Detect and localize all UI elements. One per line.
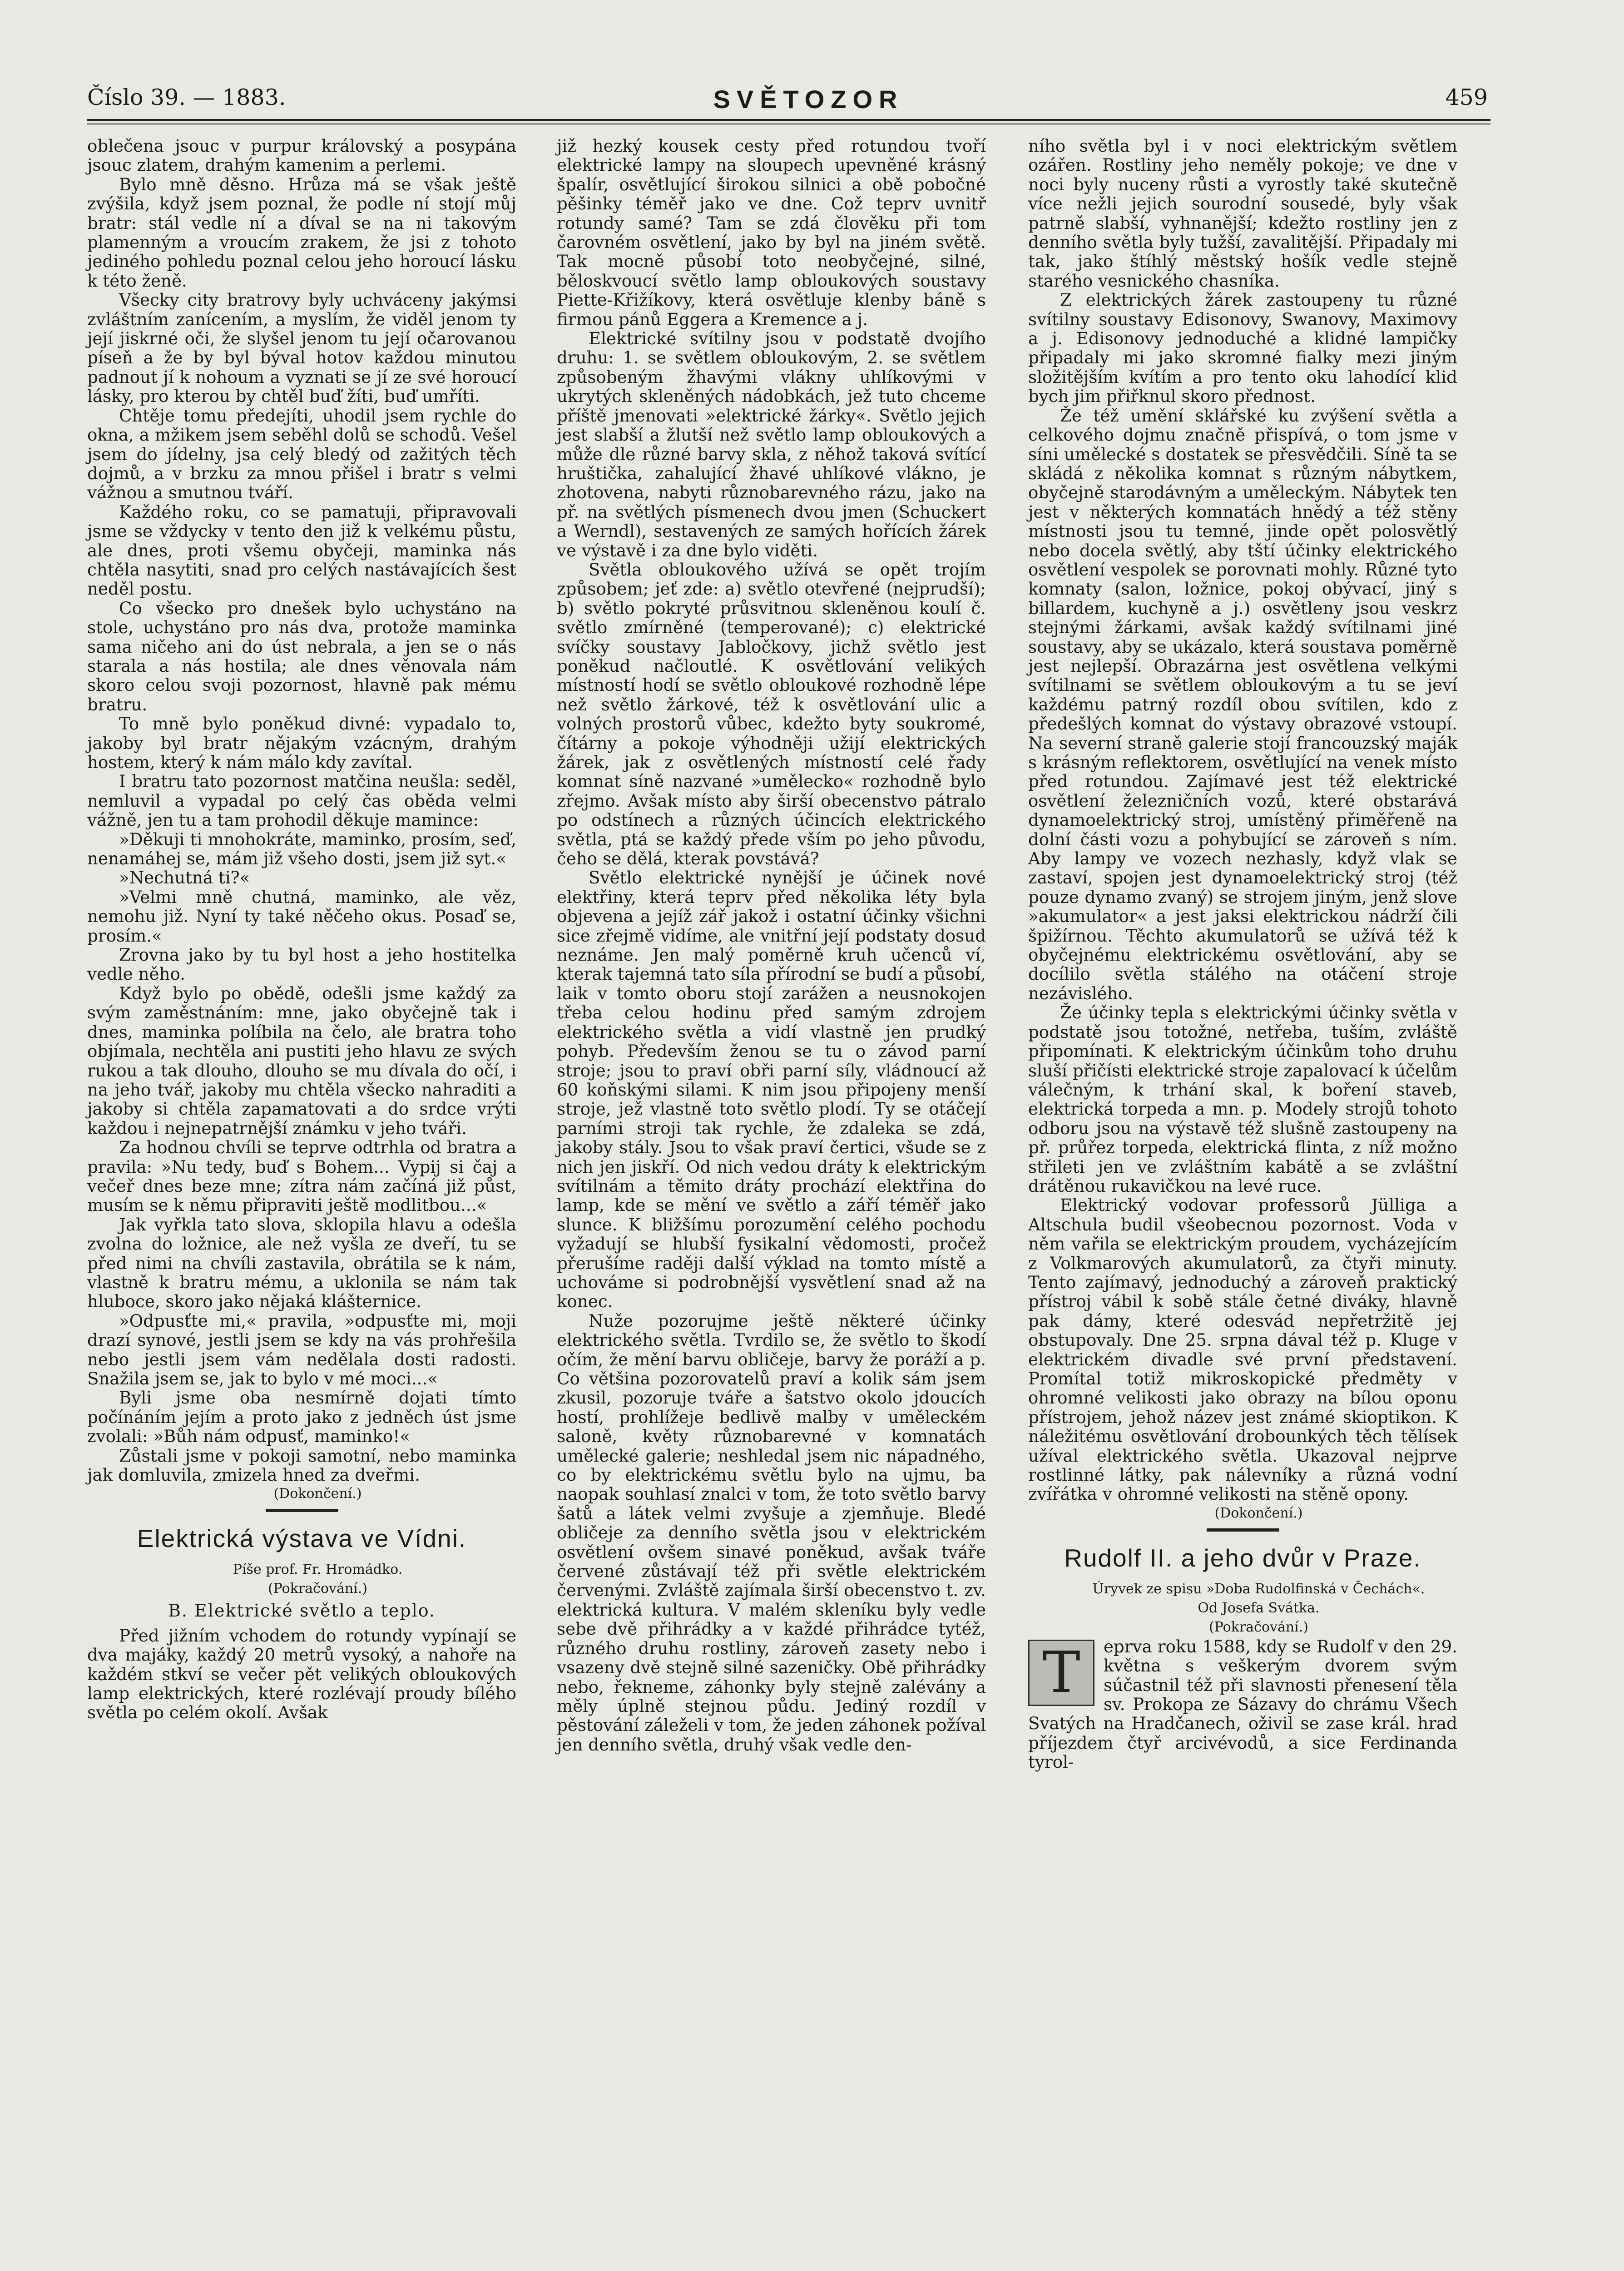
paragraph: Všecky city bratrovy byly uchváceny jakýmsi zvláštním zanícením, a myslím, že viděl jenom ty její jiskrné oči, že slyšel jenom tu její očarovanou píseň a že by byl býval hotov každou minutou padnout jí k nohoum a vyznati se jí ze své horoucí lásky, pro kterou by chtěl buď žíti, buď umříti. xyxy=(87,290,516,407)
section-heading: B. Elektrické světlo a teplo. xyxy=(168,1601,436,1621)
excerpt-note: Úryvek ze spisu »Doba Rudolfinská v Čechách«. xyxy=(1092,1581,1425,1597)
section-divider xyxy=(1207,1528,1279,1532)
paragraph: ního světla byl i v noci elektrickým světlem ozářen. Rostliny jeho neměly pokoje; ve dne v noci byly nuceny růsti a vyrostly také skutečně více nežli jejich sourodní sousedé, byly však patrně slabší, vyhnanější; kdežto rostliny jen z denního světla byly tužší, zavalitější. Připadaly mi tak, jako štíhlý městský hošík vedle stejně starého vesnického chasníka. xyxy=(1028,136,1457,291)
paragraph: Bylo mně děsno. Hrůza má se však ještě zvýšila, když jsem poznal, že podle ní stojí můj bratr: stál vedle ní a díval se na ni takovým plamenným a vroucím zrakem, že jsi z tohoto jediného pohledu poznal celou jeho horoucí lásku k této ženě. xyxy=(87,174,516,291)
paragraph: Za hodnou chvíli se teprve odtrhla od bratra a pravila: »Nu tedy, buď s Bohem... Vypij si čaj a večeř dnes beze mne; zítra nám začíná již půst, musím se k němu připraviti ještě modlitbou...« xyxy=(87,1137,516,1215)
paragraph: Světlo elektrické nynější je účinek nové elektřiny, která teprv před několika léty byla objevena a jejíž zář jakož i ostatní účinky všichni sice zřejmě vidíme, ale vnitřní její podstaty dosud neznáme. Jen malý poměrně kruh učenců ví, kterak tajemná tato síla přírodní se budí a působí, laik v tomto oboru stojí zarážen a neusnokojen třeba celou hodinu před samým zdrojem elektrického světla a vidí vlastně jen prudký pohyb. Především ženou se tu o závod parní stroje; jsou to praví obři parní síly, vládnoucí až 60 koňskými silami. K nim jsou připojeny menší stroje, jež vlastně toto světlo plodí. Ty se otáčejí parními stroji tak rychle, že zdaleka se zdá, jakoby stály. Jsou to však praví čertici, všude se z nich jen jiskří. Od nich vedou dráty k elektrickým svítilnám a těmito dráty prochází elektřina do lamp, kde se mění ve světlo a září téměř jako slunce. K bližšímu porozumění celého pochodu vyžadují se hlubší fysikalní vědomosti, pročež přerušíme raději další výklad na tomto místě a uchováme si podrobnější vysvětlení snad až na konec. xyxy=(557,868,986,1312)
drop-cap-initial: T xyxy=(1028,1640,1094,1706)
page-number: 459 xyxy=(1445,84,1488,110)
paragraph: To mně bylo poněkud divné: vypadalo to, jakoby byl bratr nějakým vzácným, drahým hostem, který k nám málo kdy zavítal. xyxy=(87,714,516,772)
paragraph: I bratru tato pozornost matčina neušla: seděl, nemluvil a vypadal po celý čas oběda velmi vážně, jen tu a tam prohodil děkuje mamince: xyxy=(87,771,516,830)
paragraph: Každého roku, co se pamatuji, připravovali jsme se vždycky v tento den již k velkému půstu, ale dnes, proti všemu obyčeji, maminka nás chtěla nasytiti, snad pro celých nastávajících šest neděl postu. xyxy=(87,501,516,599)
column-3 xyxy=(1028,136,1457,1772)
column-1 xyxy=(87,136,516,1722)
to-be-concluded: (Dokončení.) xyxy=(1214,1505,1303,1521)
paragraph: Že též umění sklářské ku zvýšení světla a celkového dojmu značně přispívá, o tom jsme v síni umělecké s dostatek se přesvědčili. Síně ta se skládá z několika komnat s různým nábytkem, obyčejně starodávným a uměleckým. Nábytek ten jest v některých komnatách hnědý a též stěny místnosti jsou tu temné, jinde opět polosvětlý nebo docela světlý, aby tští účinky elektrického osvětlení vespolek se porovnati mohly. Různé tyto komnaty (salon, ložnice, pokoj obývací, jiný s billardem, kuchyně a j.) osvětleny jsou veskrz stejnými žárkami, avšak každý svítilnami jiné soustavy, aby se ukázalo, která soustava poměrně jest nejlepší. Obrazárna jest osvětlena velkými svítilnami se světlem obloukovým a tu se jeví každému patrný rozdíl obou svítilen, kdo z předešlých komnat do výstavy obrazové vstoupí. Na severní straně galerie stojí francouzský maják s krásným reflektorem, osvětlující na venek místo před rotundou. Zajímavé jest též elektrické osvětlení železničních vozů, které obstarává dynamoelektrický stroj, umístěný přiměřeně na dolní části vozu a pohybující se zároveň s ním. Aby lampy ve vozech nezhasly, když vlak se zastaví, spojen jest dynamoelektrický stroj (též pouze dynamo zvaný) se strojem jiným, jenž slove »akumulator« a jest jaksi elektrickou nádrží čili špižírnou. Těchto akumulatorů se užívá též k obyčejnému elektrickému osvětlování, aby se docílilo světla stálého na otáčení stroje nezávislého. xyxy=(1028,405,1457,1003)
paragraph: Před jižním vchodem do rotundy vypínají se dva majáky, každý 20 metrů vysoký, a nahoře na každém stkví se večer pět velikých obloukových lamp elektrických, které rozlévají proudy bílého světla po celém okolí. Avšak xyxy=(87,1625,516,1723)
continued-note: (Pokračování.) xyxy=(1209,1619,1308,1635)
paragraph: »Odpusťte mi,« pravila, »odpusťte mi, moji drazí synové, jestli jsem se kdy na vás prohřešila nebo jestli jsem vám nedělala dosti radosti. Snažila jsem se, jak to bylo v mé moci...« xyxy=(87,1310,516,1388)
paragraph: Že účinky tepla s elektrickými účinky světla v podstatě jsou totožné, netřeba, tuším, zvláště připomínati. K elektrickým účinkům toho druhu sluší přičísti elektrické stroje zapalovací k účelům válečným, k trhání skal, k boření staveb, elektrická torpeda a mn. p. Modely strojů tohoto odboru jsou na výstavě též slušně zastoupeny na př. průřez torpeda, elektrická flinta, z níž možno střileti jen ve zvláštním kabátě a se zvláštní drátěnou rukavičkou na levé ruce. xyxy=(1028,1002,1457,1196)
to-be-concluded: (Dokončení.) xyxy=(273,1486,362,1502)
paragraph: »Velmi mně chutná, maminko, ale věz, nemohu již. Nyní ty také něčeho okus. Posaď se, prosím.« xyxy=(87,887,516,946)
paragraph: Jak vyřkla tato slova, sklopila hlavu a odešla zvolna do ložnice, ale než vyšla ze dveří, tu se před nimi na chvíli zastavila, obrátila se k nám, vlastně k bratru mému, a uklonila se nám tak hluboce, skoro jako nějaká klášternice. xyxy=(87,1214,516,1312)
paragraph: již hezký kousek cesty před rotundou tvoří elektrické lampy na sloupech upevněné krásný špalír, osvětlující širokou silnici a obě pobočné pěšinky téměř jako ve dne. Což teprv uvnitř rotundy samé? Tam se zdá člověku při tom čarovném osvětlení, jako by byl na jiném světě. Tak mocně působí toto neobyčejné, silné, běloskvoucí světlo lamp obloukových soustavy Piette-Křižíkovy, která osvětluje klenby báně s firmou pánů Eggera a Kremence a j. xyxy=(557,136,986,329)
paragraph: »Nechutná ti?« xyxy=(119,868,250,888)
paragraph: Když bylo po obědě, odešli jsme každý za svým zaměstnáním: mne, jako obyčejně tak i dnes, maminka políbila na čelo, ale bratra toho objímala, nechtěla ani pustiti jeho hlavu ze svých rukou a tak dlouho, dlouho se mu dívala do očí, i na jeho tvář, jakoby mu chtěla všecko nahraditi a jakoby si chtěla zapamatovati a do srdce vrýti každou i nejnepatrnější známku v jeho tváři. xyxy=(87,983,516,1138)
byline: Píše prof. Fr. Hromádko. xyxy=(233,1562,403,1578)
section-divider xyxy=(266,1509,338,1512)
continued-note: (Pokračování.) xyxy=(268,1581,367,1597)
paragraph: Co všecko pro dnešek bylo uchystáno na stole, uchystáno pro nás dva, protože maminka sama ničeho ani do úst nebrala, a jen se o nás starala a nás hostila; ale dnes věnovala nám skoro celou svoji pozornost, hlavně pak mému bratru. xyxy=(87,598,516,714)
article-title: Rudolf II. a jeho dvůr v Praze. xyxy=(1064,1543,1421,1572)
paragraph: Elektrický vodovar professorů Jülliga a Altschula budil všeobecnou pozornost. Voda v něm vařila se elektrickým proudem, vycházejícím z Volkmarových akumulatorů, za čtyři minuty. Tento zajímavý, jednoduchý a zároveň praktický přístroj vábil k sobě stále četné diváky, hlavně pak dámy, které odesvád nepřetržitě jej obstupovaly. Dne 25. srpna dával též p. Kluge v elektrickém divadle své první představení. Promítal totiž mikroskopické předměty v ohromné velikosti jako obrazy na bílou oponu přístrojem, jehož název jest známé skioptikon. K náležitému osvětlování drobounkých těch tělísek užíval elektrického světla. Ukazoval nejprve rostlinné látky, pak nálevníky a různá vodní zvířátka v ohromné velikosti na stěně opony. xyxy=(1028,1195,1457,1504)
paragraph xyxy=(1028,1637,1457,1772)
paragraph: Zrovna jako by tu byl host a jeho hostitelka vedle něho. xyxy=(87,945,516,984)
column-2 xyxy=(557,136,986,1754)
paragraph: Zůstali jsme v pokoji samotní, nebo maminka jak domluvila, zmizela hned za dveřmi. xyxy=(87,1445,516,1485)
paragraph: Chtěje tomu předejíti, uhodil jsem rychle do okna, a mžikem jsem seběhl dolů se schodů. Vešel jsem do jídelny, jsa celý bledý od zažitých těch dojmů, a v brzku za mnou přišel i bratr s velmi vážnou a smutnou tváří. xyxy=(87,405,516,503)
paragraph: Světla obloukového užívá se opět trojím způsobem; jeť zde: a) světlo otevřené (nejprudší); b) světlo pokryté průsvitnou skleněnou koulí č. světlo zmírněné (temperované); c) elektrické svíčky soustavy Jabločkovy, jichž světlo jest poněkud načloutlé. K osvětlování velikých místností hodí se světlo obloukové rozhodně lépe než světlo žárkové, též k osvětlování ulic a volných prostorů vůbec, kdežto byty soukromé, čítárny a pokoje výhodněji užijí elektrických žárek, jak z osvětlených místností celé řady komnat síně nazvané »umělecko« rozhodně bylo zřejmo. Avšak místo aby širší obecenstvo pátralo po odstínech a různých účincích elektrického světla, ptá se každý přede vším po jeho původu, čeho se dělá, kterak povstává? xyxy=(557,559,986,869)
issue-number: Číslo 39. — 1883. xyxy=(87,84,286,110)
byline: Od Josefa Svátka. xyxy=(1198,1600,1320,1616)
paragraph-text: eprva roku 1588, kdy se Rudolf v den 29. května s veškerým dvorem svým súčastnil též při slavnosti přenesení těla sv. Prokopa ze Sázavy do chrámu Všech Svatých na Hradčanech, oživil se zase král. hrad příjezdem čtyř arcivévodů, a sice Ferdinanda tyrol- xyxy=(1028,1636,1457,1772)
article-title: Elektrická výstava ve Vídni. xyxy=(137,1524,467,1553)
paragraph: Z elektrických žárek zastoupeny tu různé svítilny soustavy Edisonovy, Swanovy, Maximovy a j. Edisonovy jednoduché a klidné lampičky připadaly mi jako skromné fialky mezi jiným složitějším kvítím a pro tento oku lahodící klid bych jim přiřknul skoro přednost. xyxy=(1028,290,1457,407)
paragraph: oblečena jsouc v purpur královský a posypána jsouc zlatem, drahým kamenim a perlemi. xyxy=(87,136,516,175)
paragraph: Elektrické svítilny jsou v podstatě dvojího druhu: 1. se světlem obloukovým, 2. se světlem způsobeným žhavými vlákny uhlíkovými v ukrytých skleněných nádobkách, jež tuto chceme příště jmenovati »elektrické žárky«. Světlo jejich jest slabší a žlutší než světlo lamp obloukových a může dle různé barvy skla, z něhož taková svítící hruštička, zahalující žhavé uhlíkové vlákno, je zhotovena, nabyti různobarevného rázu, jako na př. na světlých písmenech dvou jmen (Schuckert a Werndl), sestavených ze samých hořících žárek ve výstavě i za dne bylo viděti. xyxy=(557,328,986,560)
paragraph: Nuže pozorujme ještě některé účinky elektrického světla. Tvrdilo se, že světlo to škodí očím, že mění barvu obličeje, barvy že poráží a p. Co většina pozorovatelů praví a kolik sám jsem zkusil, pozoruje tváře a šatstvo okolo jdoucích hostí, prohlížeje bedlivě malby v uměleckém saloně, květy různobarevné v komnatách umělecké galerie; neshledal jsem nic nápadného, co by elektrickému světlu bylo na ujmu, ba naopak souhlasí znalci v tom, že toto světlo barvy šatů a látek velmi zvyšuje a zjemňuje. Bledé obličeje za denního světla jsou v elektrickém osvětlení ovšem sinavé poněkud, avšak tváře červené zůstávají též při světle elektrickém červenými. Zvláště zajímala širší obecenstvo t. zv. elektrická kultura. V malém skleníku byly vedle sebe dvě přihrádky a v každé přihrádce tytéž, různého druhu rostliny, zároveň zasety nebo i vsazeny dvě stejně silné sazeničky. Obě přihrádky nebo, řekneme, záhonky byly stejně zalévány a měly úplně stejnou půdu. Jediný rozdíl v pěstování záleželi v tom, že jeden záhonek požíval jen denního světla, druhý však vedle den- xyxy=(557,1310,986,1755)
header-rule xyxy=(87,119,1490,121)
journal-title: SVĚTOZOR xyxy=(713,85,904,114)
paragraph: »Děkuji ti mnohokráte, maminko, prosím, seď, nenamáhej se, mám již všeho dosti, jsem již syt.« xyxy=(87,829,516,869)
paragraph: Byli jsme oba nesmírně dojati tímto počínáním jejím a proto jako z jedněch úst jsme zvolali: »Bůh nám odpusť, maminko!« xyxy=(87,1388,516,1447)
